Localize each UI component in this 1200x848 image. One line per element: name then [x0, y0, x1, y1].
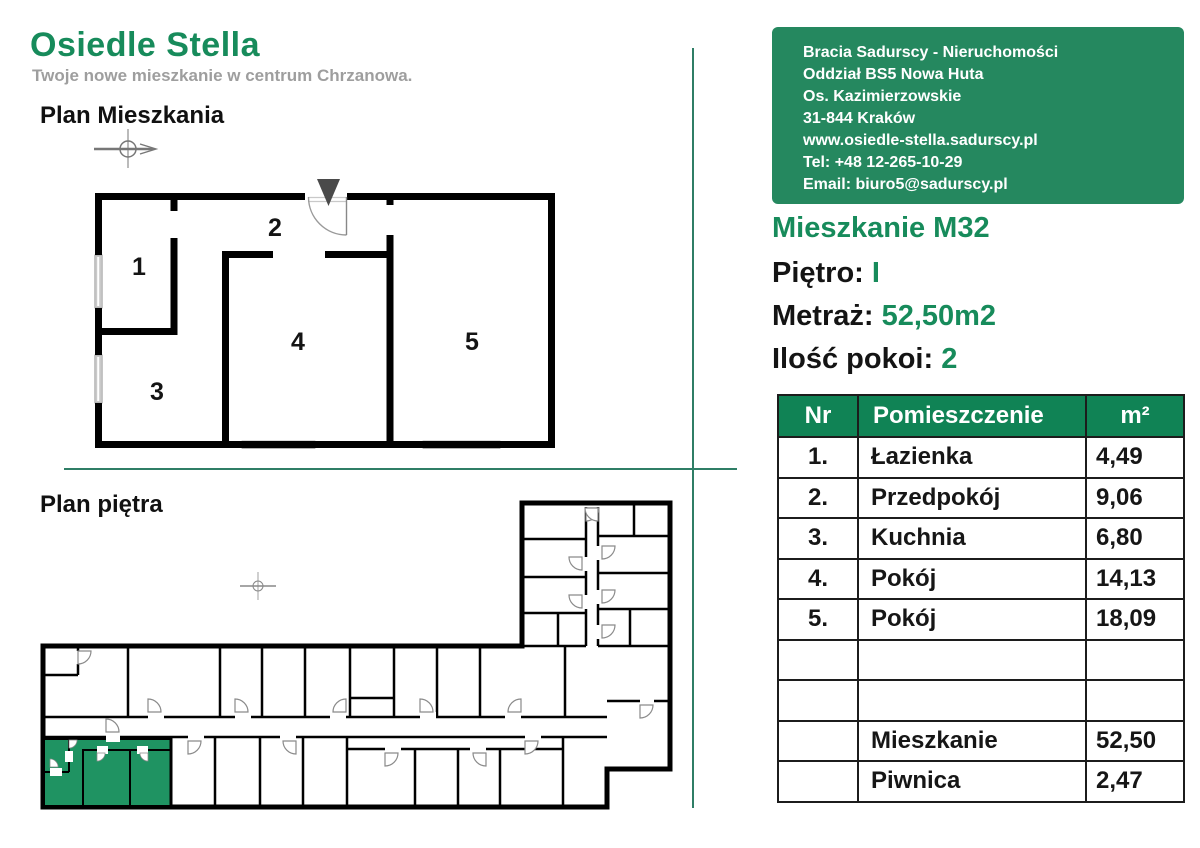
agency-info-line: Oddział BS5 Nowa Huta — [803, 66, 984, 83]
apartment-id-title: Mieszkanie M32 — [772, 212, 990, 244]
cell-room-number — [778, 761, 858, 802]
cell-room-area: 18,09 — [1086, 599, 1184, 640]
rooms-table-row — [778, 478, 1184, 519]
rooms-table-row — [778, 518, 1184, 559]
cell-room-number: 4. — [778, 559, 858, 600]
building-floor-plan-drawing — [35, 496, 685, 818]
room-label-3: 3 — [150, 378, 164, 406]
agency-info-line: Email: biuro5@sadurscy.pl — [803, 176, 1008, 193]
rooms-count-line — [772, 343, 957, 376]
compass-icon — [94, 129, 156, 168]
cell-room-area: 2,47 — [1086, 761, 1184, 802]
rooms-table-row — [778, 721, 1184, 762]
cell-room-area: 4,49 — [1086, 437, 1184, 478]
room-label-5: 5 — [465, 328, 479, 356]
vertical-divider — [692, 48, 694, 808]
room-label-1: 1 — [132, 253, 146, 281]
cell-room-number — [778, 640, 858, 681]
area-line — [772, 300, 996, 333]
col-header-nr: Nr — [778, 395, 858, 437]
cell-room-area — [1086, 680, 1184, 721]
room-label-2: 2 — [268, 214, 282, 242]
cell-room-name: Piwnica — [858, 761, 1086, 802]
apartment-plan-heading: Plan Mieszkania — [40, 102, 225, 129]
cell-room-area: 9,06 — [1086, 478, 1184, 519]
rooms-count-value: 2 — [941, 343, 958, 375]
rooms-count-label: Ilość pokoi: — [772, 343, 934, 375]
entrance-door-icon — [308, 179, 347, 235]
rooms-table-row — [778, 680, 1184, 721]
cell-room-number: 5. — [778, 599, 858, 640]
cell-room-name: Pokój — [858, 599, 1086, 640]
cell-room-name: Pokój — [858, 559, 1086, 600]
compass-icon-small — [240, 572, 276, 600]
apartment-plan-drawing — [60, 126, 600, 466]
cell-room-number — [778, 721, 858, 762]
room-label-4: 4 — [291, 328, 305, 356]
agency-info-line: Os. Kazimierzowskie — [803, 88, 962, 105]
cell-room-name: Mieszkanie — [858, 721, 1086, 762]
cell-room-area: 14,13 — [1086, 559, 1184, 600]
cell-room-name — [858, 680, 1086, 721]
agency-info-line: Bracia Sadurscy - Nieruchomości — [803, 44, 1059, 61]
horizontal-divider — [64, 468, 737, 470]
floor-line — [772, 257, 880, 290]
cell-room-number: 3. — [778, 518, 858, 559]
floor-value: I — [871, 257, 880, 289]
rooms-table-row — [778, 640, 1184, 681]
col-header-pomieszczenie: Pomieszczenie — [858, 395, 1086, 437]
area-label: Metraż: — [772, 300, 874, 332]
rooms-table-row — [778, 761, 1184, 802]
rooms-table — [777, 394, 1185, 803]
cell-room-area: 6,80 — [1086, 518, 1184, 559]
agency-info-line: www.osiedle-stella.sadurscy.pl — [803, 132, 1038, 149]
apartment-walls — [95, 193, 555, 448]
page-subtitle: Twoje nowe mieszkanie w centrum Chrzanowa. — [32, 66, 413, 85]
cell-room-number: 1. — [778, 437, 858, 478]
floor-plan-heading: Plan piętra — [40, 491, 163, 518]
cell-room-name — [858, 640, 1086, 681]
rooms-table-row — [778, 437, 1184, 478]
agency-info-box — [772, 27, 1184, 204]
col-header-m2: m² — [1086, 395, 1184, 437]
rooms-table-row — [778, 599, 1184, 640]
rooms-table-header-row — [778, 395, 1184, 437]
rooms-table-row — [778, 559, 1184, 600]
page-title: Osiedle Stella — [30, 26, 260, 64]
agency-info-line: 31-844 Kraków — [803, 110, 916, 127]
cell-room-name: Przedpokój — [858, 478, 1086, 519]
agency-info-line: Tel: +48 12-265-10-29 — [803, 154, 963, 171]
cell-room-number: 2. — [778, 478, 858, 519]
area-value: 52,50m2 — [881, 300, 997, 332]
cell-room-name: Łazienka — [858, 437, 1086, 478]
cell-room-number — [778, 680, 858, 721]
cell-room-area: 52,50 — [1086, 721, 1184, 762]
cell-room-name: Kuchnia — [858, 518, 1086, 559]
floor-label: Piętro: — [772, 257, 864, 289]
cell-room-area — [1086, 640, 1184, 681]
